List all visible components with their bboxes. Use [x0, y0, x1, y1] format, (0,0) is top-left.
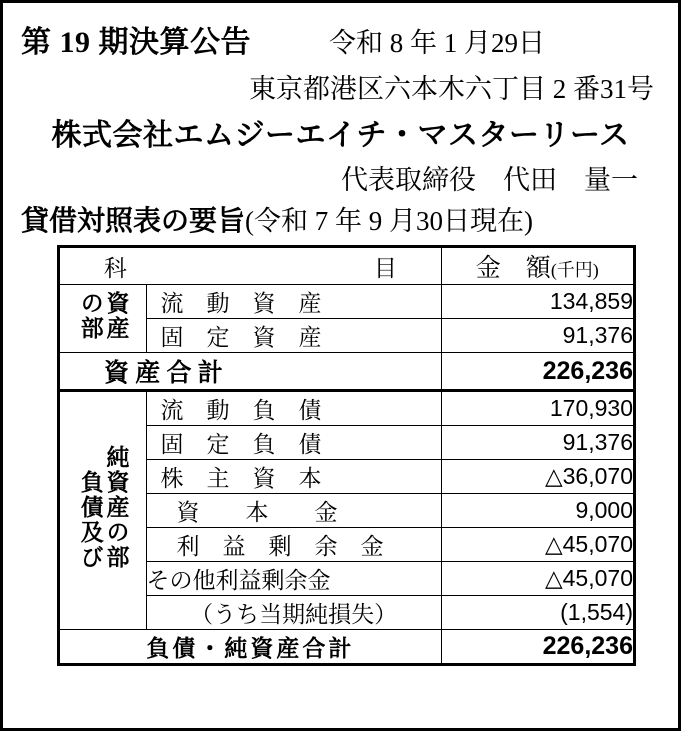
row-value-net-loss: (1,554) [441, 596, 634, 630]
balance-sheet-table-wrapper [57, 245, 636, 666]
row-label-total-assets [59, 353, 442, 391]
row-label-shareholders-equity-text: 株 主 資 本 [160, 466, 322, 491]
row-value-retained-earnings: △45,070 [441, 528, 634, 562]
row-label-current-liabilities [146, 391, 441, 426]
table-row-total-assets [59, 353, 635, 391]
column-header-amount [441, 247, 634, 285]
row-label-net-loss [146, 596, 441, 630]
row-value-shareholders-equity: △36,070 [441, 460, 634, 494]
page-title: 第 19 期決算公告 [21, 26, 251, 59]
row-value-other-retained-earnings: △45,070 [441, 562, 634, 596]
row-value-fixed-assets: 91,376 [441, 319, 634, 353]
column-header-amount-text: 金 額 [475, 255, 551, 282]
row-label-net-loss-text: （うち当期純損失） [190, 602, 398, 627]
row-label-other-retained-earnings [146, 562, 441, 596]
representative-name: 代表取締役 代田 量一 [341, 165, 638, 195]
table-row-total-liabilities [59, 630, 635, 665]
balance-sheet-heading [21, 199, 660, 239]
row-label-other-retained-earnings-text: その他利益剰余金 [146, 568, 331, 593]
company-address: 東京都港区六本木六丁目 2 番31号 [249, 74, 654, 104]
section-label-liabilities-text-1: 負債及び [77, 470, 103, 571]
section-label-liabilities [59, 391, 147, 630]
balance-sheet-label: 貸借対照表の要旨 [21, 206, 246, 237]
row-value-current-assets: 134,859 [441, 285, 634, 319]
column-header-item: 科 目 [59, 247, 442, 285]
row-label-total-assets-text: 資 産 合 計 [104, 360, 223, 387]
balance-sheet-table [57, 245, 636, 666]
table-header-row [59, 247, 635, 285]
row-value-capital-stock: 9,000 [441, 494, 634, 528]
row-label-fixed-assets-text: 固 定 資 産 [160, 325, 322, 350]
row-label-fixed-assets [146, 319, 441, 353]
row-value-current-liabilities: 170,930 [441, 391, 634, 426]
table-row [59, 285, 635, 319]
table-row [59, 391, 635, 426]
section-label-assets [59, 285, 147, 353]
row-label-current-assets [146, 285, 441, 319]
header-first-line [21, 17, 660, 61]
row-label-retained-earnings [146, 528, 441, 562]
column-header-amount-unit: (千円) [550, 260, 599, 280]
row-label-total-liabilities: 負債・純資産合計 [59, 630, 442, 665]
row-label-current-liabilities-text: 流 動 負 債 [160, 398, 322, 423]
company-name: 株式会社エムジーエイチ・マスターリース [51, 119, 630, 152]
row-label-fixed-liabilities [146, 426, 441, 460]
row-value-total-assets: 226,236 [441, 353, 634, 391]
notice-date: 令和 8 年 1 月29日 [329, 28, 545, 58]
row-label-retained-earnings-text: 利 益 剰 余 金 [176, 534, 384, 559]
balance-sheet-date: (令和 7 年 9 月30日現在) [245, 206, 533, 236]
row-value-total-liabilities: 226,236 [441, 630, 634, 665]
row-label-shareholders-equity [146, 460, 441, 494]
row-value-fixed-liabilities: 91,376 [441, 426, 634, 460]
row-label-capital-stock-text: 資 本 金 [176, 500, 338, 525]
row-label-capital-stock [146, 494, 441, 528]
row-label-fixed-liabilities-text: 固 定 負 債 [160, 432, 322, 457]
section-label-liabilities-text-2: 純資産の部 [103, 445, 129, 571]
section-label-assets-text: 資産の部 [77, 290, 129, 341]
row-label-current-assets-text: 流 動 資 産 [160, 291, 322, 316]
